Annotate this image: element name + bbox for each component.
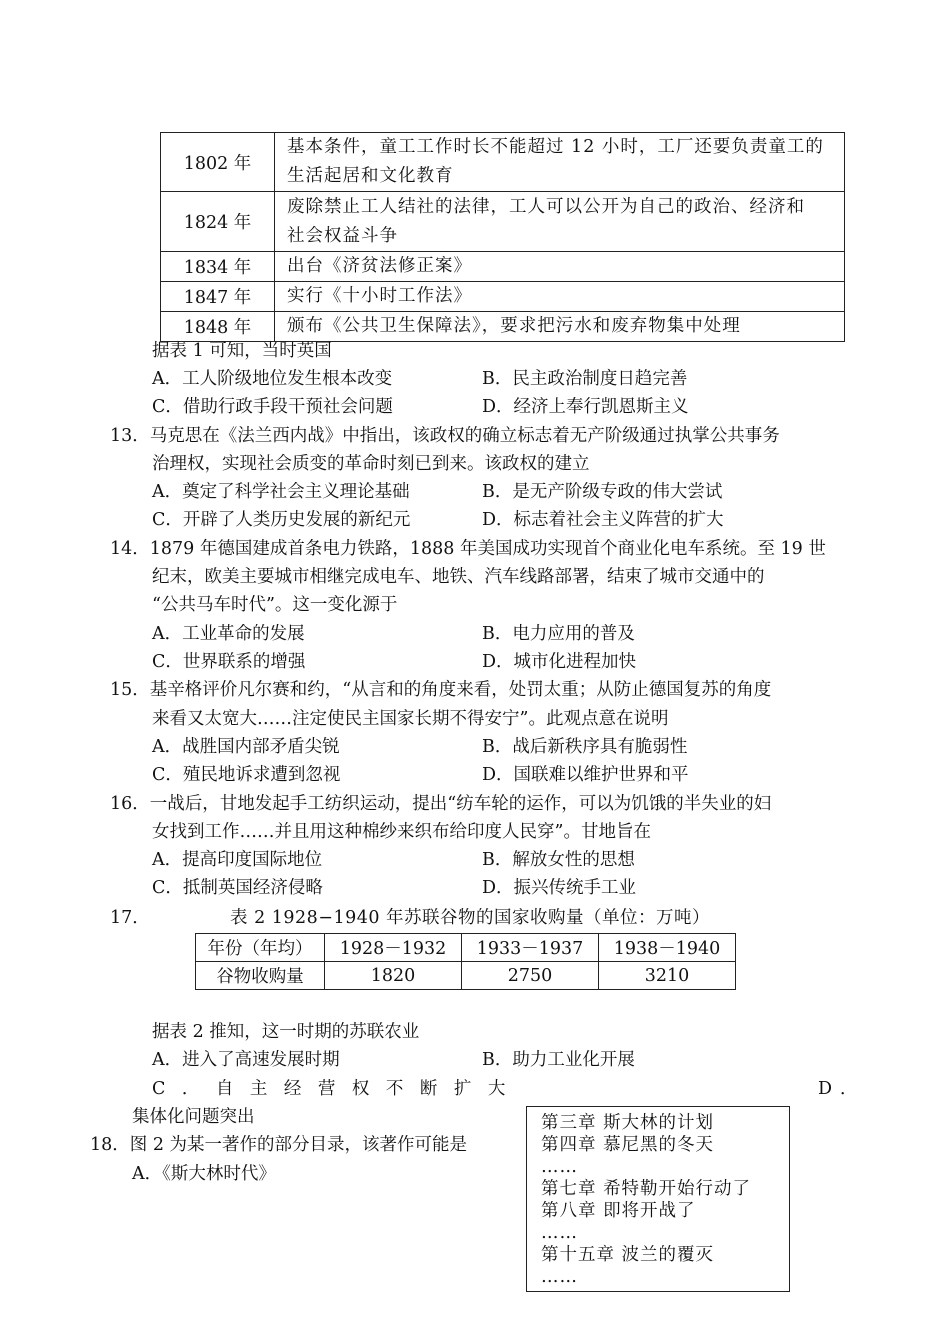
option-d: D．振兴传统手工业 xyxy=(482,878,637,898)
table-row xyxy=(161,252,845,282)
table-cell-content: 出台《济贫法修正案》 xyxy=(275,252,845,282)
table-header-row xyxy=(196,934,736,962)
table-row xyxy=(161,282,845,312)
option-c: C．殖民地诉求遭到忽视 xyxy=(152,765,341,785)
content-line: 基本条件，童工工作时长不能超过 12 小时，工厂还要负责童工的 xyxy=(287,137,824,157)
option-c: C．抵制英国经济侵略 xyxy=(152,878,323,898)
option-a: A．工人阶级地位发生根本改变 xyxy=(152,369,393,389)
question-15-line: 15．基辛格评价凡尔赛和约，“从言和的角度来看，处罚太重；从防止德国复苏的角度 xyxy=(110,680,772,700)
table-2-caption: 表 2 1928−1940 年苏联谷物的国家收购量（单位：万吨） xyxy=(230,908,711,928)
table-cell: 谷物收购量 xyxy=(196,962,325,990)
table-row xyxy=(161,192,845,252)
toc-entry: 第十五章 波兰的覆灭 xyxy=(541,1245,715,1265)
question-17-number: 17． xyxy=(110,908,150,928)
question-14-line: “公共马车时代”。这一变化源于 xyxy=(152,595,398,615)
table-row xyxy=(161,312,845,342)
option-d: D．国联难以维护世界和平 xyxy=(482,765,689,785)
table-cell-year: 1802 年 xyxy=(161,133,275,192)
table-header-cell: 1933－1937 xyxy=(462,934,599,962)
option-c: C．借助行政手段干预社会问题 xyxy=(152,397,393,417)
table-cell-year: 1847 年 xyxy=(161,282,275,312)
toc-ellipsis: …… xyxy=(541,1267,578,1287)
table-2 xyxy=(195,933,736,990)
toc-entry: 第八章 即将开战了 xyxy=(541,1201,696,1221)
option-b: B．战后新秩序具有脆弱性 xyxy=(482,737,688,757)
option-c: C．世界联系的增强 xyxy=(152,652,306,672)
table-header-cell: 年份（年均） xyxy=(196,934,325,962)
option-c: C．自主经营权不断扩大 xyxy=(152,1079,522,1099)
option-d: D．标志着社会主义阵营的扩大 xyxy=(482,510,724,530)
toc-ellipsis: …… xyxy=(541,1223,578,1243)
table-row xyxy=(161,133,845,192)
option-a: A．奠定了科学社会主义理论基础 xyxy=(152,482,410,502)
table-header-cell: 1938－1940 xyxy=(599,934,736,962)
option-b: B．电力应用的普及 xyxy=(482,624,635,644)
option-c: C．开辟了人类历史发展的新纪元 xyxy=(152,510,411,530)
table-cell-year: 1834 年 xyxy=(161,252,275,282)
question-16-line: 16．一战后，甘地发起手工纺织运动，提出“纺车轮的运作，可以为饥饿的半失业的妇 xyxy=(110,794,772,814)
toc-entry: 第四章 慕尼黑的冬天 xyxy=(541,1135,715,1155)
content-line: 生活起居和文化教育 xyxy=(287,166,454,186)
question-17-stem: 据表 2 推知，这一时期的苏联农业 xyxy=(152,1022,420,1042)
toc-entry: 第七章 希特勒开始行动了 xyxy=(541,1179,752,1199)
table-cell: 1820 xyxy=(325,962,462,990)
option-a: A．进入了高速发展时期 xyxy=(152,1050,340,1070)
question-16-line: 女找到工作……并且用这种棉纱来织布给印度人民穿”。甘地旨在 xyxy=(152,822,651,842)
table-header-cell: 1928－1932 xyxy=(325,934,462,962)
table-cell-content: 实行《十小时工作法》 xyxy=(275,282,845,312)
figure-2-table-of-contents xyxy=(526,1106,790,1292)
table-row xyxy=(196,962,736,990)
question-14-line: 14．1879 年德国建成首条电力铁路，1888 年美国成功实现首个商业化电车系统。至 19 世 xyxy=(110,539,826,559)
question-13-line: 13．马克思在《法兰西内战》中指出，该政权的确立标志着无产阶级通过执掌公共事务 xyxy=(110,426,780,446)
toc-ellipsis: …… xyxy=(541,1157,578,1177)
question-15-line: 来看又太宽大……注定使民主国家长期不得安宁”。此观点意在说明 xyxy=(152,709,669,729)
table-cell-year: 1824 年 xyxy=(161,192,275,252)
question-12-stem: 据表 1 可知，当时英国 xyxy=(152,341,332,361)
option-a: A．《斯大林时代》 xyxy=(132,1164,276,1184)
option-b: B．助力工业化开展 xyxy=(482,1050,635,1070)
option-a: A．提高印度国际地位 xyxy=(152,850,323,870)
option-d: D．经济上奉行凯恩斯主义 xyxy=(482,397,689,417)
option-d-label: D． xyxy=(818,1079,866,1099)
question-18-stem: 18．图 2 为某一著作的部分目录，该著作可能是 xyxy=(90,1135,468,1155)
option-d: D．城市化进程加快 xyxy=(482,652,637,672)
question-13-line: 治理权，实现社会质变的革命时刻已到来。该政权的建立 xyxy=(152,454,590,474)
option-d: 集体化问题突出 xyxy=(132,1107,255,1127)
table-cell-content xyxy=(275,133,845,192)
question-14-line: 纪末，欧美主要城市相继完成电车、地铁、汽车线路部署，结束了城市交通中的 xyxy=(152,567,765,587)
toc-entry: 第三章 斯大林的计划 xyxy=(541,1113,715,1133)
table-cell: 3210 xyxy=(599,962,736,990)
content-line: 社会权益斗争 xyxy=(287,225,398,246)
option-b: B．民主政治制度日趋完善 xyxy=(482,369,688,389)
content-line: 废除禁止工人结社的法律，工人可以公开为自己的政治、经济和 xyxy=(287,196,805,217)
table-cell-content: 颁布《公共卫生保障法》，要求把污水和废弃物集中处理 xyxy=(275,312,845,342)
option-b: B．是无产阶级专政的伟大尝试 xyxy=(482,482,723,502)
option-a: A．工业革命的发展 xyxy=(152,624,305,644)
table-cell-content xyxy=(275,192,845,252)
table-cell: 2750 xyxy=(462,962,599,990)
table-cell-year: 1848 年 xyxy=(161,312,275,342)
option-a: A．战胜国内部矛盾尖锐 xyxy=(152,737,340,757)
table-1 xyxy=(160,132,845,342)
option-b: B．解放女性的思想 xyxy=(482,850,635,870)
